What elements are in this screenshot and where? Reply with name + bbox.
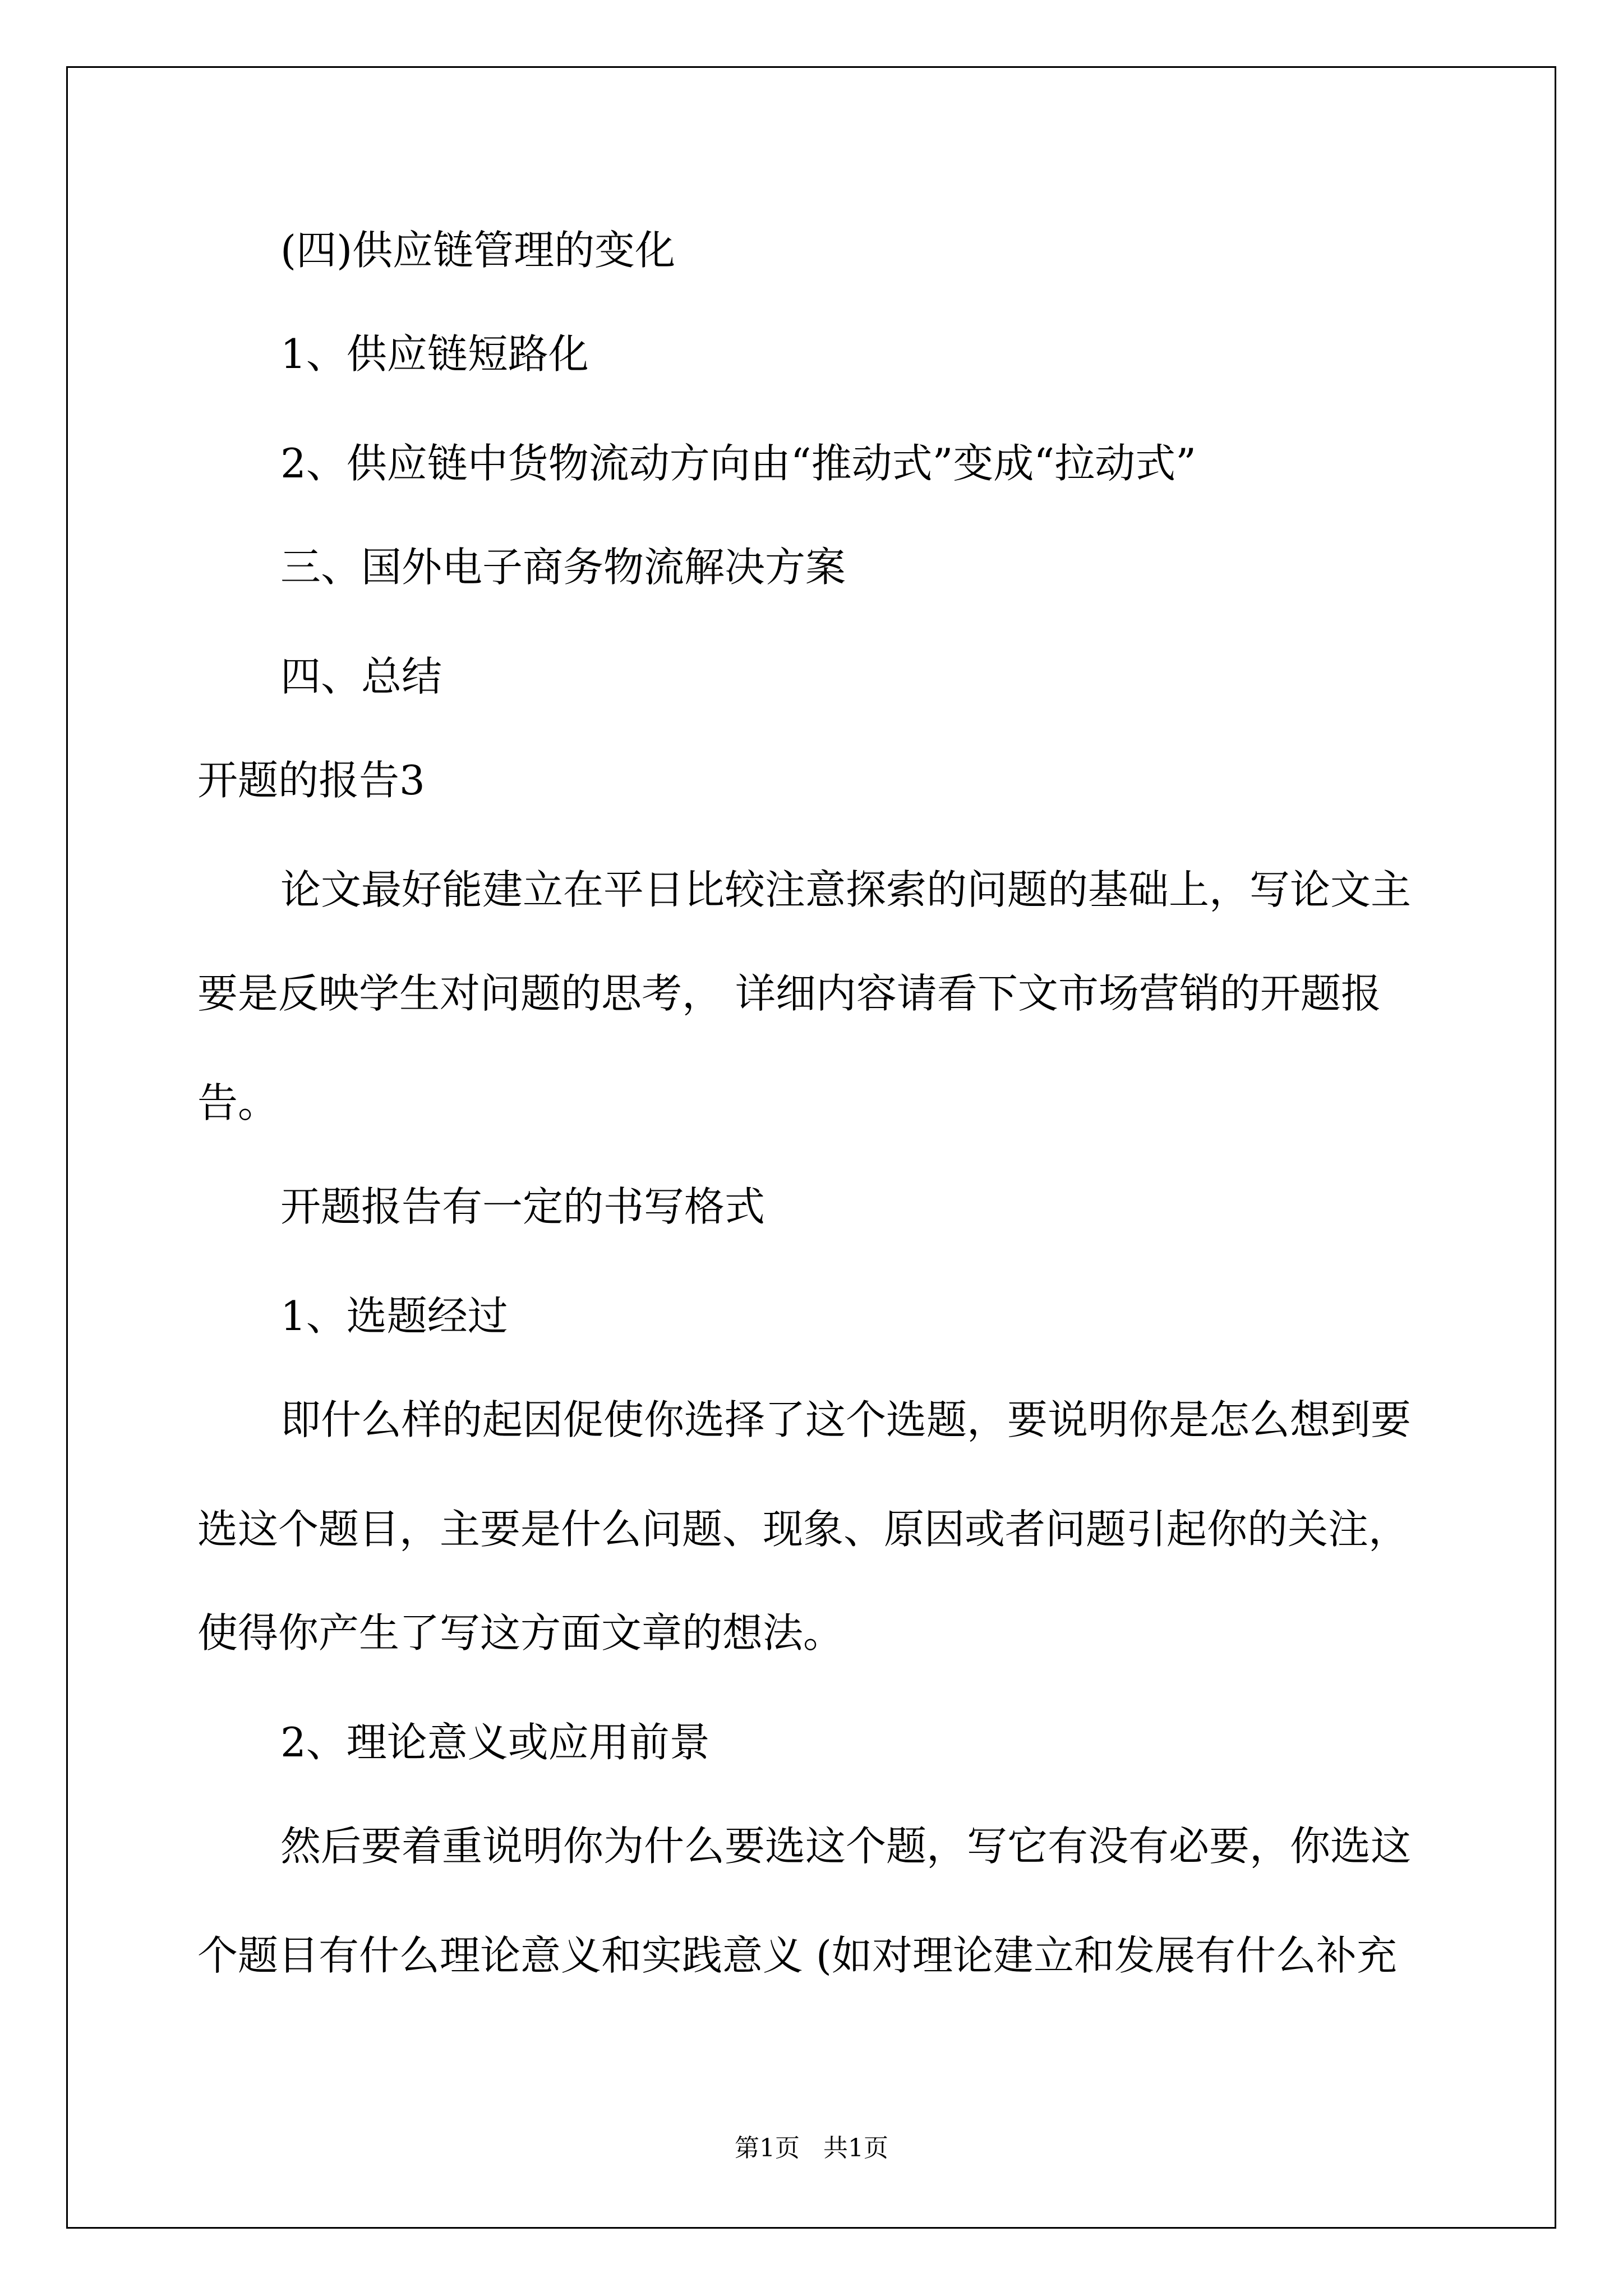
text-line: 论文最好能建立在平日比较注意探索的问题的基础上，写论文主 [280, 866, 1412, 913]
text-line: 2、供应链中货物流动方向由“推动式”变成“拉动式” [280, 440, 1197, 487]
page-border [66, 66, 1556, 2229]
text-line: 开题报告有一定的书写格式 [280, 1183, 766, 1230]
text-line: 告。 [197, 1079, 279, 1126]
text-line: (四)供应链管理的变化 [280, 227, 676, 274]
section-heading: 四、总结 [280, 653, 442, 700]
section-heading: 三、国外电子商务物流解决方案 [280, 544, 846, 591]
text-line: 然后要着重说明你为什么要选这个题，写它有没有必要，你选这 [280, 1823, 1412, 1870]
text-line: 1、选题经过 [280, 1292, 508, 1340]
text-line: 2、理论意义或应用前景 [280, 1719, 710, 1766]
text-line: 个题目有什么理论意义和实践意义 (如对理论建立和发展有什么补充 [197, 1932, 1397, 1979]
text-line: 选这个题目，主要是什么问题、现象、原因或者问题引起你的关注， [197, 1506, 1409, 1553]
text-line: 要是反映学生对问题的思考， 详细内容请看下文市场营销的开题报 [197, 970, 1381, 1017]
text-line: 使得你产生了写这方面文章的想法。 [197, 1609, 844, 1657]
text-line: 1、供应链短路化 [280, 330, 589, 378]
report-heading: 开题的报告3 [197, 757, 425, 804]
page-number-footer: 第1页 共1页 [735, 2134, 888, 2162]
text-line: 即什么样的起因促使你选择了这个选题，要说明你是怎么想到要 [280, 1396, 1412, 1443]
